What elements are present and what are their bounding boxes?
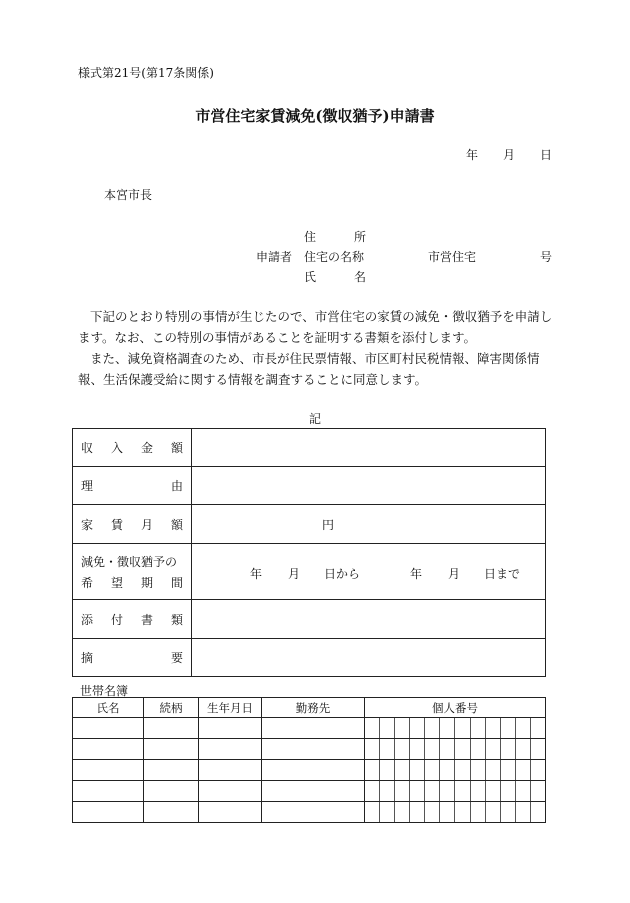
reason-label-char: 由 [170, 479, 183, 493]
remarks-field[interactable] [192, 639, 546, 677]
rent-label-char: 月 [140, 517, 153, 532]
digit-box[interactable] [500, 781, 515, 801]
household-register-label: 世帯名簿 [80, 684, 129, 698]
digit-box[interactable] [454, 718, 469, 738]
digit-box[interactable] [470, 802, 485, 822]
reason-row [73, 467, 546, 505]
relationship-cell[interactable] [144, 739, 199, 760]
digit-box[interactable] [454, 760, 469, 780]
header-individual-number: 個人番号 [365, 698, 546, 718]
digit-box[interactable] [485, 760, 500, 780]
digit-box[interactable] [485, 781, 500, 801]
digit-box[interactable] [424, 781, 439, 801]
workplace-cell[interactable] [262, 739, 365, 760]
birthdate-cell[interactable] [199, 781, 262, 802]
household-row [73, 739, 546, 760]
household-table [72, 697, 546, 823]
household-header-row [73, 698, 546, 718]
from-day-label: 日から [324, 567, 361, 581]
to-month-label: 月 [448, 567, 461, 581]
digit-box[interactable] [365, 802, 379, 822]
application-table [72, 428, 546, 677]
attachments-label-char: 類 [170, 612, 183, 627]
remarks-label-char: 摘 [81, 651, 94, 665]
reason-label-char: 理 [81, 479, 94, 493]
birthdate-cell[interactable] [199, 739, 262, 760]
name-label-1: 氏 [304, 270, 317, 284]
to-day-label: 日まで [484, 567, 521, 581]
birthdate-cell[interactable] [199, 718, 262, 739]
digit-box[interactable] [530, 760, 545, 780]
name-label-2: 名 [354, 270, 367, 284]
digit-box[interactable] [394, 739, 409, 759]
addressee: 本宮市長 [104, 188, 153, 202]
paragraph-consent: また、減免資格調査のため、市長が住民票情報、市区町村民税情報、障害関係情報、生活保護受給に関する情報を調査することに同意します。 [78, 351, 540, 387]
digit-box[interactable] [485, 739, 500, 759]
housing-name-label: 住宅の名称 [304, 250, 365, 264]
workplace-cell[interactable] [262, 760, 365, 781]
individual-number-digits [365, 718, 545, 738]
digit-box[interactable] [424, 802, 439, 822]
digit-box[interactable] [454, 781, 469, 801]
digit-box[interactable] [454, 802, 469, 822]
digit-box[interactable] [394, 781, 409, 801]
date-month-label: 月 [503, 148, 516, 162]
digit-box[interactable] [379, 781, 394, 801]
digit-box[interactable] [439, 718, 454, 738]
digit-box[interactable] [530, 739, 545, 759]
digit-box[interactable] [394, 760, 409, 780]
from-month-label: 月 [288, 567, 301, 581]
rent-label-char: 賃 [110, 517, 123, 532]
digit-box[interactable] [515, 781, 530, 801]
header-workplace: 勤務先 [262, 698, 365, 718]
unit-suffix: 号 [540, 250, 553, 264]
period-label-char: 希 [81, 575, 94, 590]
relationship-cell[interactable] [144, 781, 199, 802]
digit-box[interactable] [409, 781, 424, 801]
household-row [73, 802, 546, 823]
attachments-label-char: 書 [140, 612, 153, 627]
to-year-label: 年 [410, 567, 423, 581]
digit-box[interactable] [409, 802, 424, 822]
income-label-char: 入 [110, 441, 123, 455]
household-row [73, 760, 546, 781]
workplace-cell[interactable] [262, 781, 365, 802]
member-name-cell[interactable] [73, 760, 144, 781]
remarks-label-char: 要 [170, 651, 183, 665]
digit-box[interactable] [365, 760, 379, 780]
digit-box[interactable] [424, 718, 439, 738]
workplace-cell[interactable] [262, 802, 365, 823]
individual-number-cell[interactable] [365, 739, 546, 760]
digit-box[interactable] [409, 718, 424, 738]
digit-box[interactable] [379, 760, 394, 780]
header-relationship: 続柄 [144, 698, 199, 718]
digit-box[interactable] [500, 739, 515, 759]
rent-row [73, 505, 546, 544]
income-label-char: 収 [81, 441, 94, 455]
digit-box[interactable] [424, 739, 439, 759]
period-row [73, 544, 546, 600]
digit-box[interactable] [485, 802, 500, 822]
attachments-row [73, 600, 546, 639]
housing-type: 市営住宅 [428, 250, 477, 264]
digit-box[interactable] [500, 718, 515, 738]
digit-box[interactable] [439, 739, 454, 759]
address-label-2: 所 [354, 230, 367, 244]
page-title: 市営住宅家賃減免(徴収猶予)申請書 [195, 107, 435, 125]
attachments-label-char: 付 [110, 612, 123, 627]
paragraph-request: 下記のとおり特別の事情が生じたので、市営住宅の家賃の減免・徴収猶予を申請します。なお、この特別の事情があることを証明する書類を添付します。 [78, 309, 553, 345]
relationship-cell[interactable] [144, 802, 199, 823]
attachments-field[interactable] [192, 600, 546, 639]
digit-box[interactable] [409, 760, 424, 780]
reason-field[interactable] [192, 467, 546, 505]
relationship-cell[interactable] [144, 718, 199, 739]
individual-number-cell[interactable] [365, 781, 546, 802]
digit-box[interactable] [515, 760, 530, 780]
member-name-cell[interactable] [73, 781, 144, 802]
individual-number-digits [365, 802, 545, 822]
rent-label-char: 額 [170, 517, 183, 532]
digit-box[interactable] [470, 781, 485, 801]
remarks-row [73, 639, 546, 677]
ki-heading: 記 [308, 412, 321, 426]
digit-box[interactable] [379, 802, 394, 822]
date-year-label: 年 [466, 148, 479, 162]
workplace-cell[interactable] [262, 718, 365, 739]
applicant-heading: 申請者 [256, 250, 293, 264]
digit-box[interactable] [515, 739, 530, 759]
digit-box[interactable] [379, 739, 394, 759]
digit-box[interactable] [530, 781, 545, 801]
digit-box[interactable] [394, 718, 409, 738]
from-year-label: 年 [250, 567, 263, 581]
address-label-1: 住 [304, 230, 317, 244]
individual-number-cell[interactable] [365, 760, 546, 781]
period-field[interactable] [192, 544, 546, 600]
period-label-char: 期 [140, 575, 153, 590]
digit-box[interactable] [365, 718, 379, 738]
income-row [73, 429, 546, 467]
digit-box[interactable] [409, 739, 424, 759]
individual-number-cell[interactable] [365, 718, 546, 739]
household-body [73, 718, 546, 823]
digit-box[interactable] [515, 802, 530, 822]
member-name-cell[interactable] [73, 802, 144, 823]
digit-box[interactable] [485, 718, 500, 738]
relationship-cell[interactable] [144, 760, 199, 781]
individual-number-digits [365, 760, 545, 780]
birthdate-cell[interactable] [199, 802, 262, 823]
digit-box[interactable] [439, 760, 454, 780]
header-birthdate: 生年月日 [199, 698, 262, 718]
digit-box[interactable] [454, 739, 469, 759]
period-label-char: 間 [170, 575, 183, 590]
digit-box[interactable] [515, 718, 530, 738]
individual-number-digits [365, 781, 545, 801]
digit-box[interactable] [424, 760, 439, 780]
digit-box[interactable] [530, 802, 545, 822]
digit-box[interactable] [470, 739, 485, 759]
digit-box[interactable] [470, 718, 485, 738]
digit-box[interactable] [500, 760, 515, 780]
individual-number-digits [365, 739, 545, 759]
digit-box[interactable] [379, 718, 394, 738]
date-day-label: 日 [540, 148, 553, 162]
period-label-line1: 減免・徴収猶予の [81, 554, 178, 569]
form-number: 様式第21号(第17条関係) [78, 66, 214, 80]
rent-label-char: 家 [81, 517, 94, 532]
income-field[interactable] [192, 429, 546, 467]
digit-box[interactable] [470, 760, 485, 780]
digit-box[interactable] [394, 802, 409, 822]
digit-box[interactable] [439, 802, 454, 822]
income-label-char: 金 [140, 441, 153, 455]
digit-box[interactable] [365, 739, 379, 759]
digit-box[interactable] [530, 718, 545, 738]
income-label-char: 額 [170, 441, 183, 455]
yen-unit: 円 [322, 517, 335, 532]
household-row [73, 718, 546, 739]
individual-number-cell[interactable] [365, 802, 546, 823]
birthdate-cell[interactable] [199, 760, 262, 781]
attachments-label-char: 添 [81, 612, 94, 627]
household-row [73, 781, 546, 802]
digit-box[interactable] [439, 781, 454, 801]
member-name-cell[interactable] [73, 718, 144, 739]
digit-box[interactable] [365, 781, 379, 801]
member-name-cell[interactable] [73, 739, 144, 760]
digit-box[interactable] [500, 802, 515, 822]
rent-field[interactable] [192, 505, 546, 544]
header-name: 氏名 [73, 698, 144, 718]
period-label-char: 望 [110, 575, 123, 590]
